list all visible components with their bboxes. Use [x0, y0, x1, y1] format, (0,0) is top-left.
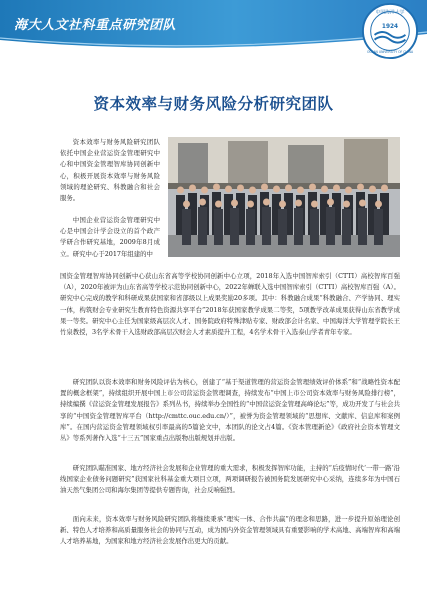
university-logo — [361, 2, 419, 60]
paragraph-think-tank: 研究团队瞄准国家、地方经济社会发展和企业管理的重大需求，积极发挥智库功能，主持的“后疫情时代‘一带一路’沿线国家企业债务问题研究”获国家社科基金重大项目立项，两项调研报告被国务院发展研究中心采纳，连续多年为中国石油天然气集团公司和海尔集团等提供专题咨询，社会反响强烈。 — [60, 464, 400, 495]
group-photo — [168, 137, 400, 257]
page-title: 资本效率与财务风险分析研究团队 — [93, 95, 334, 113]
logo-en: OCEAN UNIVERSITY OF CHINA — [366, 50, 414, 55]
paragraph-center-part1: 中国企业营运资金管理研究中心是中国会计学会设立的首个政产学研合作研究基地，2009年8月成立。研究中心于2017年组建的中 — [60, 216, 160, 258]
paragraph-research: 研究团队以资本效率和财务风险评估为核心，创建了“基于渠道管理的营运资金管理绩效评价体系”和“战略性资本配置的概念框架”，持续组织开展中国上市公司营运资金管理调查，持续发布“中国上市公司资本效率与财务风险排行榜”，持续编撰《营运资金管理发展报告》系列丛书，持续举办全国性的“中国营运资金管理高峰论坛”等，成功开发了与社会共享的“中国资金管理智库平台（http://cmttc.ouc.edu.cn/）”，被誉为资金管理领域的“思想库、文献库、信息库和案例库”。在国内营运资金管理领域权引率最高的5篇论文中，本团队的论文占4篇。《资本管理新论》《政府社会资本管理文丛》等系列著作入选“十三五”国家重点出版物出版规划并出版。 — [60, 378, 400, 443]
header-title: 海大人文社科重点研究团队 — [14, 18, 177, 33]
paragraph-future: 面向未来，资本效率与财务风险研究团队将继续秉承“理实一体、合作共赢”的理念和思路，进一步提升原始理论创新、特色人才培养和高质量服务社会的协同与互动，成为国内外资金管理领域具有重要影响的学术高地、高端智库和高端人才培养基地，为国家和地方经济社会发展作出更大的贡献。 — [60, 515, 400, 546]
paragraph-center-part2: 国资金管理智库协同创新中心获山东省高等学校协同创新中心立项，2018年入选中国智库索引（CTTI）高校智库百强（A），2020年被评为山东省高等学校示范协同创新中心，2022年蝉联入选中国智库索引（CTTI）高校智库百强（A）。研究中心完成的教学和科研成果获国家和省部级以上成果奖励20多项。其中：科教融合成果“科教融合、产学协同、理实一体，构筑财会专业研究生教育特色资源共享平台”2018年获国家教学成果二等奖，5项教学改革成果获得山东省教学成果一等奖。研究中心主任为国家级高层次人才、国务院政府特殊津贴专家、财政部会计名家、中国海洋大学管理学院长王竹泉教授，3名学术骨干入选财政部高层次财会人才素质提升工程，4名学术骨干入选泰山学者青年专家。 — [60, 272, 400, 337]
paragraph-intro: 资本效率与财务风险研究团队依托中国企业营运资金管理研究中心和中国资金管理智库协同创新中心，积极开展资本效率与财务风险领域的理论研究、科教融合和社会服务。 — [60, 138, 160, 203]
logo-text: 中国海洋大学 — [375, 10, 405, 16]
logo-year: 1924 — [381, 24, 399, 31]
